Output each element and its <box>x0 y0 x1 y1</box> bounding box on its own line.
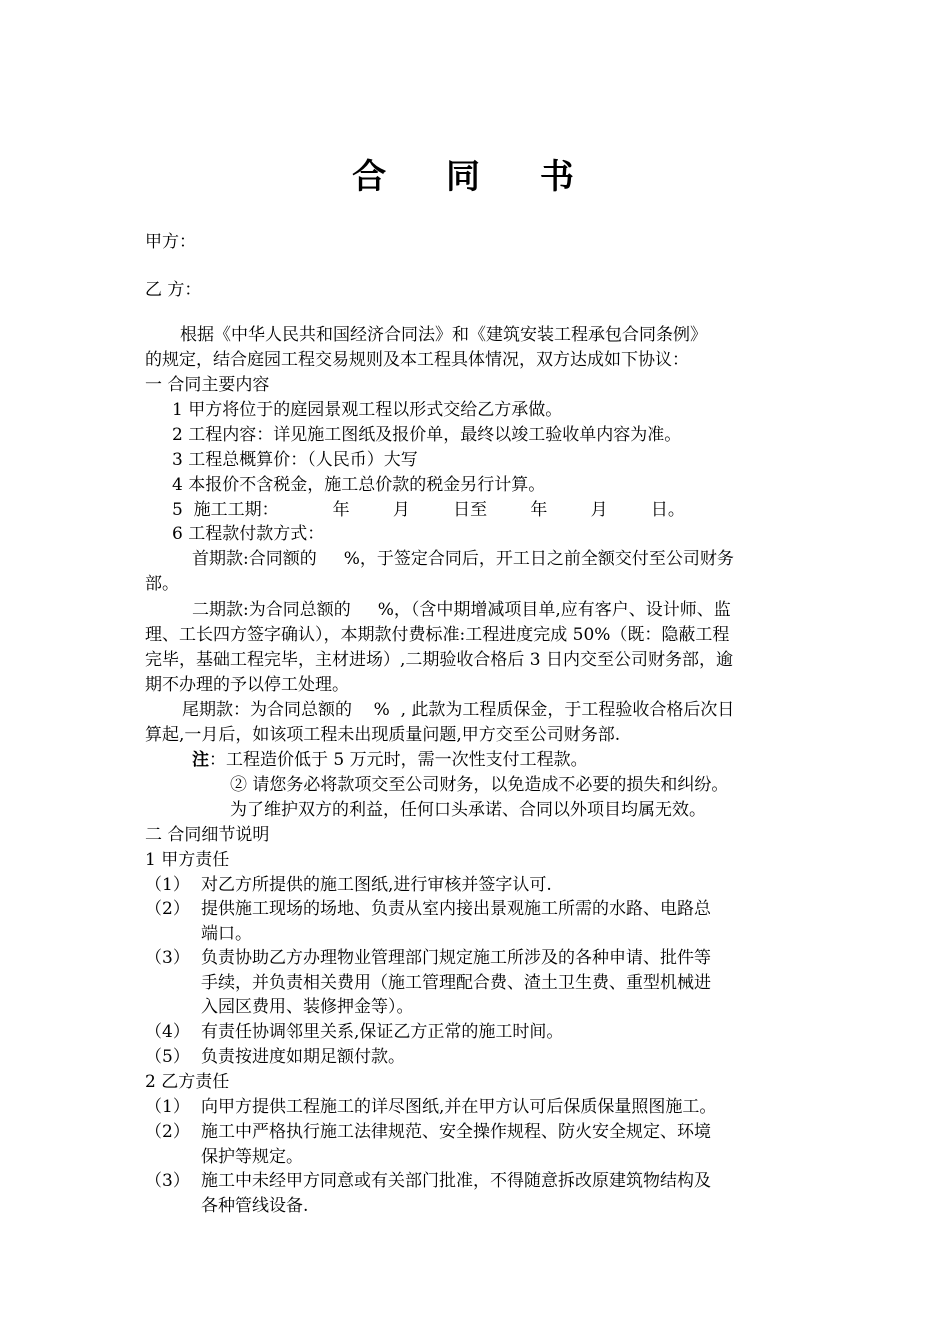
party-a-resp-item <box>145 897 815 946</box>
item-number: （5） <box>145 1047 190 1067</box>
party-a-resp-item <box>145 873 815 898</box>
item-number: （4） <box>145 1022 190 1042</box>
item-text: 负责协助乙方办理物业管理部门规定施工所涉及的各种申请、批件等 <box>201 948 711 968</box>
payment-second-line-1: 二期款:为合同总额的 %，（含中期增减项目单,应有客户、设计师、监 <box>192 600 731 620</box>
note-text-1: ：工程造价低于 5 万元时，需一次性支付工程款。 <box>209 750 588 770</box>
note-label: 注 <box>192 750 209 770</box>
item-text: 施工中严格执行施工法律规范、安全操作规程、防火安全规定、环境 <box>201 1122 711 1142</box>
intro-line-2: 的规定，结合庭园工程交易规则及本工程具体情况，双方达成如下协议： <box>145 350 689 370</box>
s1-item-6: 6 工程款付款方式： <box>172 524 325 544</box>
item-text: 端口。 <box>201 923 252 944</box>
item-text: 保护等规定。 <box>201 1146 303 1167</box>
party-a-resp-item <box>145 946 815 1020</box>
payment-first-line-1: 首期款:合同额的 %，于签定合同后，开工日之前全额交付至公司财务 <box>192 549 734 569</box>
party-a-resp-item <box>145 1020 815 1045</box>
note-line-1 <box>192 748 588 772</box>
payment-second-line-3: 完毕，基础工程完毕，主材进场）,二期验收合格后 3 日内交至公司财务部，逾 <box>145 650 734 670</box>
payment-final-line-2: 算起,一月后，如该项工程未出现质量问题,甲方交至公司财务部. <box>145 725 621 745</box>
item-number: （1） <box>145 875 190 895</box>
item-number: （3） <box>145 1171 190 1191</box>
payment-second-line-2: 理、工长四方签字确认），本期款付费标准:工程进度完成 50%（既：隐蔽工程 <box>145 625 730 645</box>
s1-item-5: 5 施工工期： 年 月 日至 年 月 日。 <box>172 500 685 520</box>
item-text: 各种管线设备. <box>201 1195 309 1216</box>
party-a-responsibility-heading: 1 甲方责任 <box>145 850 230 870</box>
item-number: （2） <box>145 1122 190 1142</box>
item-number: （1） <box>145 1097 190 1117</box>
item-text: 手续，并负责相关费用（施工管理配合费、渣土卫生费、重型机械进 <box>201 972 711 993</box>
item-text: 向甲方提供工程施工的详尽图纸,并在甲方认可后保质保量照图施工。 <box>201 1097 717 1117</box>
section-1-heading: 一 合同主要内容 <box>145 375 270 395</box>
party-b-label: 乙 方： <box>145 280 202 300</box>
note-line-3: 为了维护双方的利益，任何口头承诺、合同以外项目均属无效。 <box>230 800 706 820</box>
s1-item-3: 3 工程总概算价：（人民币）大写 <box>172 450 418 470</box>
payment-first-line-2: 部。 <box>145 574 179 594</box>
s1-item-4: 4 本报价不含税金，施工总价款的税金另行计算。 <box>172 475 546 495</box>
document-title: 合 同 书 <box>352 157 598 197</box>
intro-line-1: 根据《中华人民共和国经济合同法》和《建筑安装工程承包合同条例》 <box>180 325 707 345</box>
note-line-2: ② 请您务必将款项交至公司财务，以免造成不必要的损失和纠纷。 <box>230 775 729 795</box>
payment-final-line-1: 尾期款：为合同总额的 % , 此款为工程质保金，于工程验收合格后次日 <box>182 700 735 720</box>
s1-item-2: 2 工程内容：详见施工图纸及报价单，最终以竣工验收单内容为准。 <box>172 425 682 445</box>
payment-second-line-4: 期不办理的予以停工处理。 <box>145 675 349 695</box>
s1-item-1: 1 甲方将位于的庭园景观工程以形式交给乙方承做。 <box>172 400 563 420</box>
item-text: 负责按进度如期足额付款。 <box>201 1047 405 1067</box>
item-text: 提供施工现场的场地、负责从室内接出景观施工所需的水路、电路总 <box>201 899 711 919</box>
party-a-label: 甲方： <box>145 232 196 252</box>
section-2-heading: 二 合同细节说明 <box>145 825 270 845</box>
item-text: 入园区费用、装修押金等）。 <box>201 997 414 1017</box>
item-number: （3） <box>145 948 190 968</box>
item-number: （2） <box>145 899 190 919</box>
party-b-resp-item <box>145 1120 815 1169</box>
party-b-resp-item <box>145 1095 815 1120</box>
item-text: 施工中未经甲方同意或有关部门批准，不得随意拆改原建筑物结构及 <box>201 1171 711 1191</box>
item-text: 对乙方所提供的施工图纸,进行审核并签字认可. <box>201 875 552 895</box>
item-text: 有责任协调邻里关系,保证乙方正常的施工时间。 <box>201 1022 564 1042</box>
party-b-resp-item <box>145 1169 815 1218</box>
party-a-resp-item <box>145 1045 815 1070</box>
party-b-responsibility-heading: 2 乙方责任 <box>145 1072 230 1092</box>
